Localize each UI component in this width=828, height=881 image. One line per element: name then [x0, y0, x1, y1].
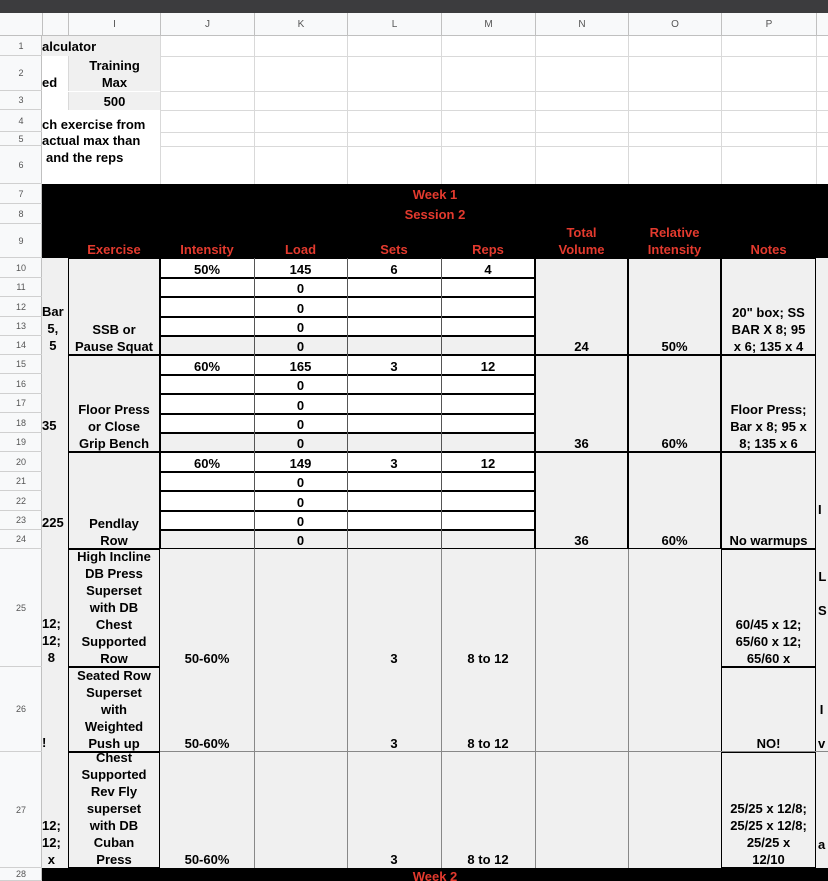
cell-text: Bar 5, 5	[42, 304, 64, 353]
cell-text: 20" box; SS BAR X 8; 95 x 6; 135 x 4	[731, 305, 806, 354]
row-header[interactable]: 11	[0, 278, 42, 297]
cell-text: 50-60%	[184, 651, 230, 666]
notes-value	[721, 549, 816, 667]
gridline	[628, 752, 629, 868]
cell-text: 12	[480, 359, 496, 374]
col-load-header[interactable]	[254, 224, 347, 258]
notes-value	[721, 258, 816, 355]
cell-text: 12	[480, 456, 496, 471]
cell-h2[interactable]	[42, 56, 68, 91]
sets-value[interactable]	[347, 549, 441, 667]
row-header[interactable]: 15	[0, 355, 42, 374]
cell-h-clip[interactable]	[42, 817, 68, 868]
cell-text: 50%	[661, 339, 688, 354]
cell-text: Exercise	[87, 242, 141, 257]
exercise-name	[68, 549, 160, 667]
cell-text: Week 1	[412, 186, 458, 202]
cell-text: 36	[574, 436, 589, 451]
load-value[interactable]	[254, 433, 347, 452]
cell-text: 0	[296, 495, 305, 510]
row-header[interactable]: 9	[0, 224, 42, 258]
row-header[interactable]: 22	[0, 491, 42, 511]
relative-intensity-value	[628, 258, 721, 355]
cell-text: 3	[390, 456, 398, 471]
exercise-name	[68, 258, 160, 355]
row-header[interactable]: 27	[0, 752, 42, 868]
load-value[interactable]	[254, 317, 347, 336]
cell-text: 6	[390, 262, 398, 277]
load-value[interactable]	[254, 414, 347, 433]
load-value[interactable]	[254, 511, 347, 530]
column-header-bar	[0, 13, 828, 36]
cell-text: 8 to 12	[467, 651, 509, 666]
cell-text: Floor Press; Bar x 8; 95 x 8; 135 x 6	[730, 402, 807, 451]
notes-value	[721, 667, 816, 752]
total-volume-value	[535, 258, 628, 355]
load-value[interactable]	[254, 258, 347, 278]
cell-h-clip[interactable]	[42, 300, 68, 354]
gridline	[160, 146, 828, 147]
row-header[interactable]: 8	[0, 204, 42, 224]
load-value[interactable]	[254, 530, 347, 549]
row-header[interactable]: 26	[0, 667, 42, 752]
cell-text: Relative Intensity	[647, 225, 702, 257]
row-header[interactable]: 25	[0, 549, 42, 667]
column-header-l[interactable]: L	[347, 13, 441, 36]
cell-text: Intensity	[180, 242, 234, 257]
cell-h-clip[interactable]	[42, 414, 68, 434]
intensity-value[interactable]	[160, 549, 254, 667]
col-total-volume-header[interactable]	[535, 220, 628, 258]
cell-h3[interactable]	[42, 91, 68, 110]
intensity-value[interactable]	[160, 752, 254, 868]
cell-text: 24	[574, 339, 589, 354]
col-notes-header[interactable]	[721, 224, 816, 258]
cell-text: Pendlay Row	[89, 516, 139, 548]
cell-h-clip[interactable]	[42, 733, 68, 751]
cell-text: High Incline DB Press Superset with DB Chest Supported Row	[77, 549, 151, 666]
row-header[interactable]: 2	[0, 56, 42, 91]
cell-text: 0	[296, 320, 305, 335]
cell-text: 145	[289, 262, 312, 277]
cell-text: Sets	[380, 242, 408, 257]
col-exercise-header[interactable]	[68, 224, 160, 258]
cell-text: 0	[296, 514, 305, 529]
cell-text: 0	[296, 533, 305, 548]
load-value[interactable]	[254, 491, 347, 511]
calculator-title-cell[interactable]	[42, 36, 160, 56]
row-header[interactable]: 16	[0, 374, 42, 394]
row-header[interactable]: 10	[0, 258, 42, 278]
column-header-n[interactable]: N	[535, 13, 628, 36]
cell-text: 0	[296, 339, 305, 354]
cell-text: actual max than	[42, 133, 141, 148]
row-header[interactable]: 7	[0, 184, 42, 204]
sets-value[interactable]	[347, 752, 441, 868]
cell-text: 0	[296, 301, 305, 316]
sets-value[interactable]	[347, 452, 441, 472]
relative-intensity-value	[628, 355, 721, 452]
cell-text: Floor Press or Close Grip Bench	[78, 402, 150, 451]
row-header[interactable]: 20	[0, 452, 42, 472]
row-header[interactable]: 23	[0, 511, 42, 530]
load-value[interactable]	[254, 355, 347, 375]
cell-text: Seated Row Superset with Weighted Push up	[77, 668, 151, 751]
row-header[interactable]: 28	[0, 868, 42, 881]
cell-text: 0	[296, 475, 305, 490]
intensity-value[interactable]	[160, 258, 254, 278]
cell-text: 35	[42, 418, 57, 433]
gridline	[628, 549, 629, 667]
cell-text: 8 to 12	[467, 852, 509, 867]
row-header[interactable]: 17	[0, 394, 42, 413]
row-header[interactable]: 14	[0, 336, 42, 355]
row-header-bar	[0, 36, 42, 881]
row-header[interactable]: 4	[0, 110, 42, 132]
reps-value[interactable]	[441, 667, 535, 752]
load-value[interactable]	[254, 394, 347, 414]
cell-text: SSB or Pause Squat	[74, 322, 154, 354]
cell-text: 0	[296, 281, 305, 296]
column-header-i[interactable]: I	[68, 13, 160, 36]
cell-text: 8 to 12	[467, 736, 509, 751]
training-max-label-cell[interactable]	[68, 56, 160, 91]
cell-text: 3	[390, 852, 398, 867]
cell-text: 60/45 x 12; 65/60 x 12; 65/60 x	[735, 617, 802, 666]
gridline	[254, 549, 255, 667]
gridline	[160, 91, 828, 92]
cell-text: 60%	[193, 456, 221, 471]
column-header-m[interactable]: M	[441, 13, 535, 36]
cell-text: !	[42, 735, 47, 750]
reps-value[interactable]	[441, 549, 535, 667]
cell-text: 0	[296, 398, 305, 413]
cell-text: 36	[574, 533, 589, 548]
relative-intensity-value	[628, 452, 721, 549]
cell-text: 0	[296, 436, 305, 451]
load-value[interactable]	[254, 452, 347, 472]
training-max-value-cell[interactable]	[68, 92, 160, 110]
row-header[interactable]: 1	[0, 36, 42, 56]
week-title	[42, 184, 828, 204]
cell-text: 0	[296, 417, 305, 432]
cell-text: 165	[289, 359, 312, 374]
row-header[interactable]: 24	[0, 530, 42, 549]
cell-text: 0	[296, 378, 305, 393]
row-header[interactable]: 18	[0, 413, 42, 433]
cell-text: Notes	[750, 242, 787, 257]
cell-h-clip[interactable]	[42, 615, 68, 666]
row-header[interactable]: 3	[0, 91, 42, 110]
row-header[interactable]: 13	[0, 317, 42, 336]
cell-text: ch exercise from	[42, 117, 146, 132]
cell-text: Session 2	[404, 206, 466, 222]
cell-text: L S	[818, 569, 827, 618]
cell-text: 12; 12; x	[42, 818, 61, 867]
notes-value	[721, 452, 816, 549]
intensity-value[interactable]	[160, 667, 254, 752]
intensity-value[interactable]	[160, 355, 254, 375]
column-header-k[interactable]: K	[254, 13, 347, 36]
gridline	[628, 667, 629, 752]
load-value[interactable]	[254, 336, 347, 355]
total-volume-value	[535, 355, 628, 452]
column-header-o[interactable]: O	[628, 13, 721, 36]
cell-text: I	[818, 502, 822, 517]
col-intensity-header[interactable]	[160, 224, 254, 258]
week-2-title	[42, 868, 828, 881]
cell-text: Week 2	[412, 869, 458, 881]
cell-text: ed	[42, 75, 58, 90]
cell-text: 60%	[193, 359, 221, 374]
gridline	[535, 752, 536, 868]
gridline	[254, 752, 255, 868]
total-volume-value	[535, 452, 628, 549]
cell-text: 3	[390, 736, 398, 751]
intensity-value[interactable]	[160, 452, 254, 472]
exercise-name	[68, 667, 160, 752]
cell-text: Chest Supported Rev Fly superset with DB Cuban Press	[81, 752, 147, 867]
col-reps-header[interactable]	[441, 224, 535, 258]
cell-text: 50-60%	[184, 852, 230, 867]
note-line-1	[42, 116, 160, 133]
note-line-3	[42, 149, 160, 166]
reps-value[interactable]	[441, 452, 535, 472]
cell-text: NO!	[756, 736, 781, 751]
gridline	[160, 56, 828, 57]
cell-q-clip[interactable]	[818, 549, 828, 619]
column-header-q[interactable]	[816, 13, 828, 36]
load-value[interactable]	[254, 472, 347, 491]
row-header[interactable]: 19	[0, 433, 42, 452]
gridline	[535, 667, 536, 752]
gridline	[254, 667, 255, 752]
exercise-name	[68, 355, 160, 452]
cell-text: 149	[289, 456, 312, 471]
notes-value	[721, 355, 816, 452]
cell-text: 3	[390, 651, 398, 666]
toolbar-strip	[0, 0, 828, 13]
cell-text: 225	[42, 515, 64, 530]
sets-value[interactable]	[347, 355, 441, 375]
load-value[interactable]	[254, 278, 347, 297]
cell-text: 50%	[193, 262, 221, 277]
column-header-p[interactable]: P	[721, 13, 816, 36]
cell-text: 25/25 x 12/8; 25/25 x 12/8; 25/25 x 12/10	[730, 801, 807, 867]
col-sets-header[interactable]	[347, 224, 441, 258]
cell-text: 60%	[661, 436, 688, 451]
training-max-value: 500	[103, 93, 126, 109]
load-value[interactable]	[254, 375, 347, 394]
load-value[interactable]	[254, 297, 347, 317]
cell-text: Total Volume	[558, 225, 605, 257]
column-header-j[interactable]: J	[160, 13, 254, 36]
note-line-2	[42, 132, 160, 149]
cell-q-clip[interactable]	[818, 835, 828, 853]
gridline	[160, 132, 828, 133]
row-header[interactable]: 6	[0, 146, 42, 184]
cell-text: 50-60%	[184, 736, 230, 751]
cell-text: 4	[484, 262, 492, 277]
calculator-title: alculator	[42, 38, 97, 54]
cell-text: I v	[818, 702, 826, 751]
cell-text: Load	[284, 242, 317, 257]
sets-value[interactable]	[347, 258, 441, 278]
gridline	[160, 110, 828, 111]
col-relative-intensity-header[interactable]	[628, 220, 721, 258]
cell-text: and the reps	[46, 150, 124, 165]
exercise-name	[68, 752, 160, 868]
training-max-label: Training Max	[89, 58, 140, 90]
reps-value[interactable]	[441, 355, 535, 375]
gridline	[535, 549, 536, 667]
cell-h-clip[interactable]	[42, 511, 68, 531]
cell-q-clip[interactable]	[818, 498, 828, 518]
cell-text: 60%	[661, 533, 688, 548]
sets-value[interactable]	[347, 667, 441, 752]
reps-value[interactable]	[441, 258, 535, 278]
cell-text: a	[818, 837, 826, 852]
reps-value[interactable]	[441, 752, 535, 868]
cell-text: 3	[390, 359, 398, 374]
cell-q-clip[interactable]	[818, 695, 828, 752]
row-header[interactable]: 5	[0, 132, 42, 146]
exercise-name	[68, 452, 160, 549]
cell-text: Reps	[472, 242, 504, 257]
notes-value	[721, 752, 816, 868]
cell-text: 12; 12; 8	[42, 616, 61, 665]
column-header-h[interactable]	[42, 13, 68, 36]
row-header[interactable]: 21	[0, 472, 42, 491]
cell-text: No warmups	[729, 533, 808, 548]
row-header[interactable]: 12	[0, 297, 42, 317]
